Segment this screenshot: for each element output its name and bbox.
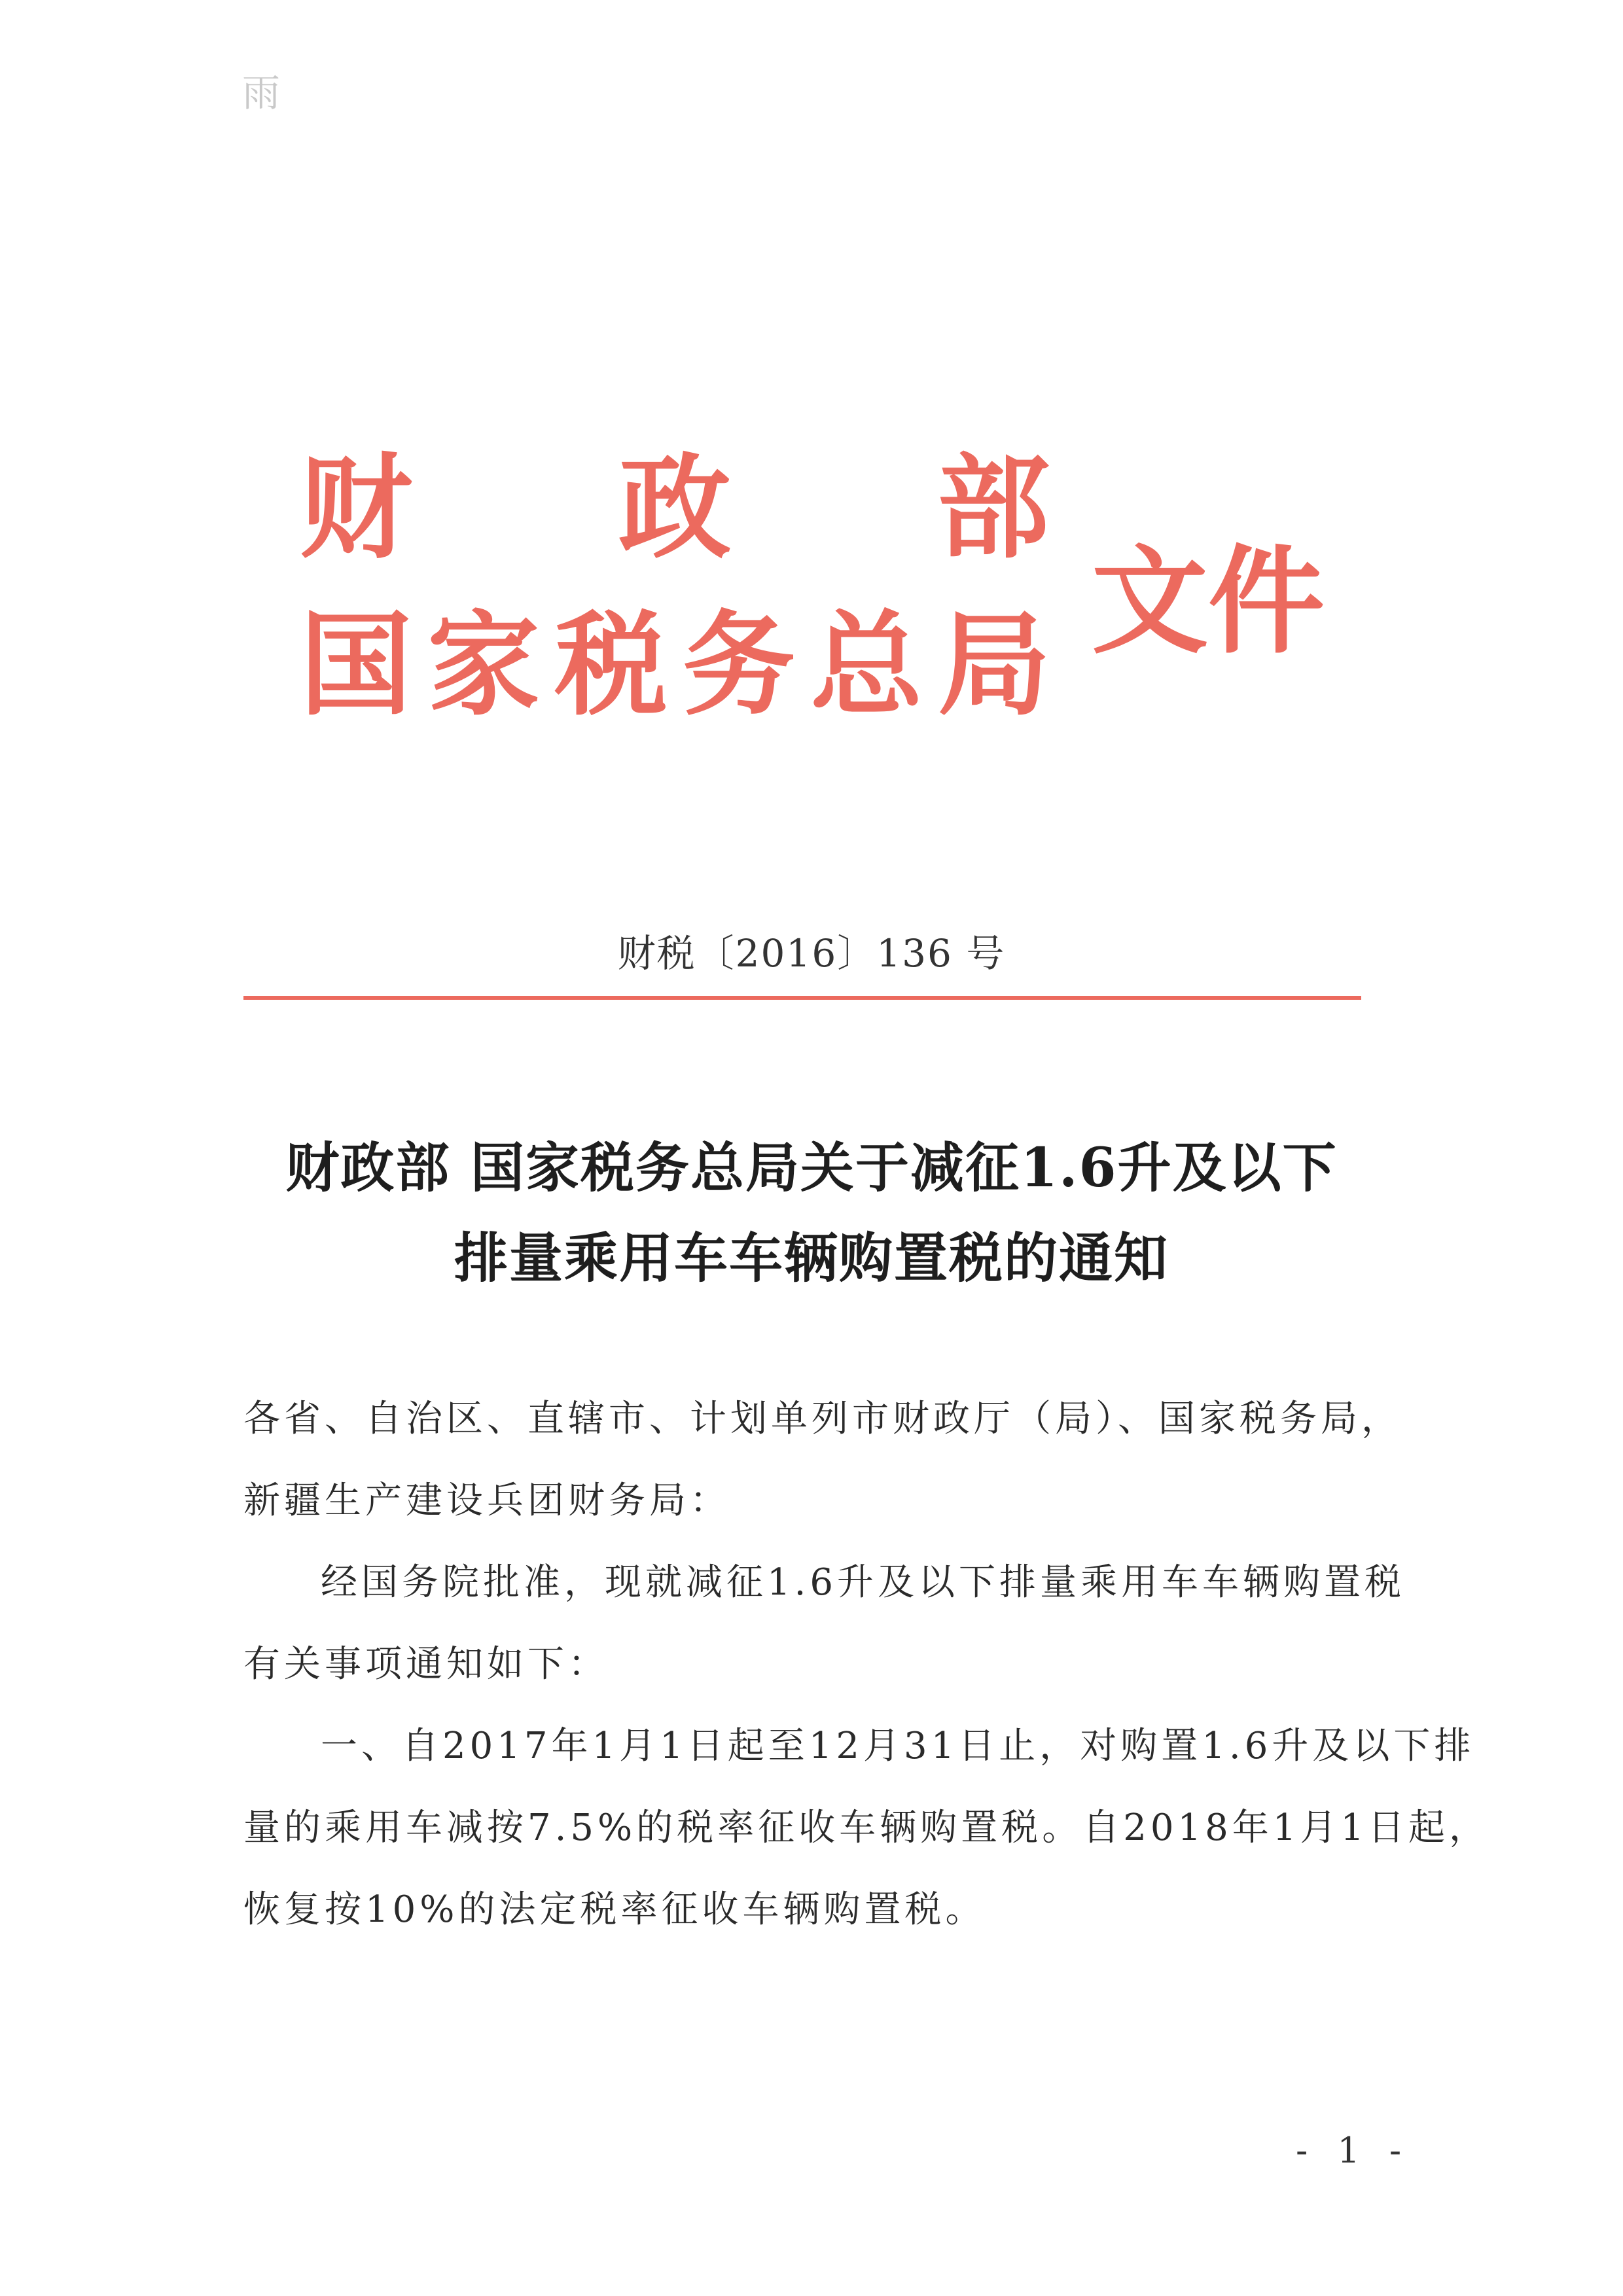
paragraph-2-line-1: 一、自2017年1月1日起至12月31日止，对购置1.6升及以下排 [321, 1725, 1475, 1767]
page-number: - 1 - [1296, 2130, 1411, 2171]
paragraph-1-line-2: 有关事项通知如下： [243, 1643, 609, 1686]
paragraph-2-line-2: 量的乘用车减按7.5%的税率征收车辆购置税。自2018年1月1日起， [243, 1807, 1490, 1849]
handwritten-mark: 雨 [242, 71, 281, 115]
addressee-line-1: 各省、自治区、直辖市、计划单列市财政厅（局）、国家税务局， [243, 1398, 1402, 1440]
masthead-char: 务 [683, 598, 795, 731]
masthead-char: 家 [427, 598, 540, 731]
masthead-char: 财 [300, 441, 412, 574]
document-title-line-1: 财政部 国家税务总局关于减征1.6升及以下 [285, 1137, 1338, 1199]
masthead-char: 政 [618, 441, 731, 574]
document-number: 财税〔2016〕136 号 [617, 931, 1006, 976]
masthead-char: 部 [937, 441, 1050, 574]
masthead-char: 总 [810, 598, 923, 731]
masthead-char: 局 [938, 598, 1050, 731]
masthead-line-1 [0, 441, 1623, 576]
red-divider [243, 996, 1361, 1000]
paragraph-1-line-1: 经国务院批准，现就减征1.6升及以下排量乘用车车辆购置税 [321, 1561, 1406, 1604]
document-title-line-2: 排量乘用车车辆购置税的通知 [454, 1227, 1169, 1290]
masthead-char: 税 [555, 598, 668, 731]
masthead-char: 国 [300, 598, 412, 731]
addressee-line-2: 新疆生产建设兵团财务局： [243, 1479, 730, 1522]
paragraph-2-line-3: 恢复按10%的法定税率征收车辆购置税。 [243, 1888, 986, 1931]
masthead-suffix: 文件 [1092, 533, 1325, 669]
